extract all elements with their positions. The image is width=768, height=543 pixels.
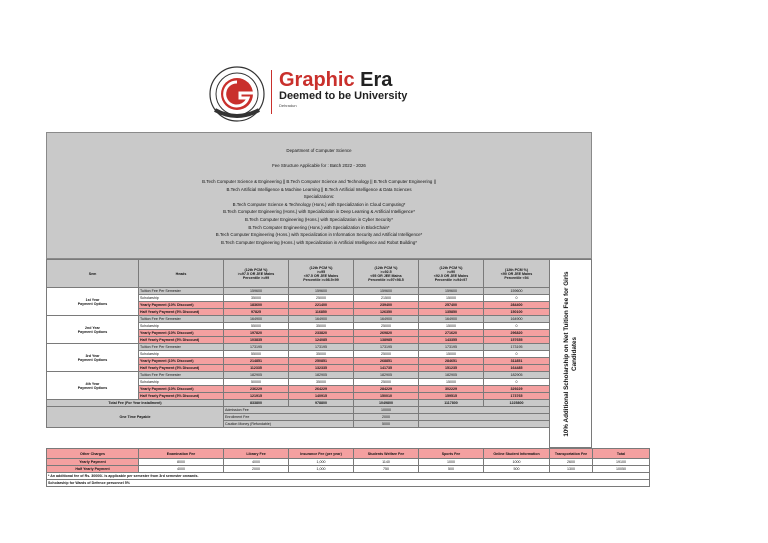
- cell-value: 8000: [139, 459, 224, 466]
- row-head: Yearly Payment (10% Discount): [139, 302, 224, 309]
- fee-value: 112335: [224, 365, 289, 372]
- batch-title: Fee Structure Applicable for : Batch 2022 - 2026: [272, 163, 366, 168]
- fee-value: 0: [484, 295, 550, 302]
- row-head: Tuition Fee Per Semester: [139, 316, 224, 323]
- fee-value: 182905: [354, 372, 419, 379]
- column-header: Insurance Fee (per year): [289, 449, 354, 459]
- fee-value: 126350: [354, 309, 419, 316]
- criteria-header: (12th PCM %) >=90 <92.5 OR JEE Mains Percentile >=94<97: [419, 260, 484, 288]
- fee-value: 268851: [354, 358, 419, 365]
- brand-subtitle: Deemed to be University: [279, 90, 408, 102]
- university-logo: [209, 66, 265, 122]
- row-head: Scholarship: [139, 351, 224, 358]
- one-time-item-value: 5000: [354, 421, 419, 428]
- cell-value: 750: [354, 466, 419, 473]
- fee-value: 159600: [289, 288, 354, 295]
- header-panel: [46, 132, 592, 259]
- fee-value: 173765: [484, 393, 550, 400]
- one-time-row: [47, 407, 550, 414]
- cell-value: 500: [419, 466, 484, 473]
- criteria-header: (12th PCM %) >=95 <97.5 OR JEE Mains Percentile >=98.5<99: [289, 260, 354, 288]
- fee-value: 182905: [224, 372, 289, 379]
- fee-value: 21500: [354, 295, 419, 302]
- row-head: Tuition Fee Per Semester: [139, 288, 224, 295]
- fee-value: 35000: [289, 323, 354, 330]
- fee-value: 311851: [484, 358, 550, 365]
- cell-value: 2600: [550, 459, 593, 466]
- fee-value: 116850: [289, 309, 354, 316]
- one-time-item-value: 2000: [354, 414, 419, 421]
- criteria-header: (12th PCM %) >=97.5 OR JEE Mains Percentile >=99: [224, 260, 289, 288]
- criteria-header: (12th PCM %) >=92.5 <95 OR JEE Mains Percentile >=97<98.5: [354, 260, 419, 288]
- fee-value: 103835: [224, 337, 289, 344]
- row-head: Yearly Payment (10% Discount): [139, 330, 224, 337]
- one-time-label: One Time Payable: [47, 407, 224, 428]
- fee-value: 257400: [419, 302, 484, 309]
- row-head: Yearly Payment (10% Discount): [139, 358, 224, 365]
- programs-line: B.Tech Artificial Intelligence & Machine Learning || B.Tech Artificial Intelligence & Data Sciences: [226, 186, 412, 192]
- cell-value: 1140: [354, 459, 419, 466]
- column-header: Students Welfare Fee: [354, 449, 419, 459]
- cell-value: 1000: [419, 459, 484, 466]
- fee-value: 164900: [224, 316, 289, 323]
- cell-value: 19100: [593, 459, 650, 466]
- fee-value: 35000: [289, 379, 354, 386]
- fee-value: 233820: [289, 330, 354, 337]
- girls-scholarship-note: [549, 259, 592, 448]
- fee-value: 159600: [419, 288, 484, 295]
- total-value: 833800: [224, 400, 289, 407]
- specialization-line: B.Tech Computer Engineering (Hons.) with Specialization in Artificial Intelligence and Robot Building*: [221, 239, 417, 245]
- cell-value: 10050: [593, 466, 650, 473]
- fee-value: 182905: [484, 372, 550, 379]
- side-note-text: 10% Additional Scholarship on Net Tuition Fee for Girls Candidates: [563, 271, 578, 437]
- footnote: Scholarship for Wards of Defence personnel 5%: [47, 480, 650, 487]
- fee-value: 182905: [289, 372, 354, 379]
- total-value: 1049800: [354, 400, 419, 407]
- fee-row: [47, 316, 550, 323]
- footnote-row: [47, 473, 650, 480]
- cell-value: 4000: [224, 459, 289, 466]
- fee-value: 15000: [419, 351, 484, 358]
- row-head: Half Yearly Payment (5% Discount): [139, 393, 224, 400]
- fee-value: 150010: [354, 393, 419, 400]
- fee-value: 50000: [224, 379, 289, 386]
- programs-line: B.Tech Computer Science & Engineering || B.Tech Computer Science and Technology || B.Tech Computer Engineering ||: [202, 179, 436, 184]
- cell-value: 2000: [224, 466, 289, 473]
- specialization-line: B.Tech Computer Engineering (Hons.) with Specialization in Cyber Security*: [245, 217, 393, 222]
- table-header-row: [47, 260, 550, 288]
- fee-value: 182905: [419, 372, 484, 379]
- column-header: Transportation Fee: [550, 449, 593, 459]
- fee-value: 25000: [354, 323, 419, 330]
- column-header: Library Fee: [224, 449, 289, 459]
- brand-city: Dehradun: [279, 103, 297, 108]
- fee-value: 138985: [354, 337, 419, 344]
- cell-value: 500: [484, 466, 550, 473]
- cell-value: 1,000: [289, 466, 354, 473]
- column-header: Sports Fee: [419, 449, 484, 459]
- year-label: 3rd Year Payment Options: [47, 344, 139, 372]
- fee-value: 15000: [419, 379, 484, 386]
- fee-value: 0: [484, 323, 550, 330]
- fee-value: 25000: [289, 295, 354, 302]
- row-label: Half Yearly Payment: [47, 466, 139, 473]
- fee-value: 55000: [224, 351, 289, 358]
- other-charges-header-row: [47, 449, 650, 459]
- fee-value: 25000: [354, 379, 419, 386]
- specializations-heading: Specializations:: [303, 194, 335, 200]
- fee-value: 55000: [224, 323, 289, 330]
- cell-value: 1,000: [289, 459, 354, 466]
- fee-value: 250851: [289, 358, 354, 365]
- footnote: * An additional fee of Rs. 30000/- is applicable per semester from 3rd semester onwards.: [47, 473, 650, 480]
- row-head: Scholarship: [139, 295, 224, 302]
- fee-value: 164900: [484, 316, 550, 323]
- footnote-row: [47, 480, 650, 487]
- fee-value: 159600: [484, 288, 550, 295]
- fee-value: 124085: [289, 337, 354, 344]
- fee-value: 121915: [224, 393, 289, 400]
- fee-value: 157655: [484, 337, 550, 344]
- fee-row: [47, 344, 550, 351]
- sem-header: Sem: [47, 260, 139, 288]
- brand-block: [271, 70, 407, 114]
- department-title: Department of Computer Science: [286, 148, 352, 153]
- fee-value: 239400: [354, 302, 419, 309]
- column-header: Examination Fee: [139, 449, 224, 459]
- fee-value: 164900: [419, 316, 484, 323]
- column-header: Online Student Information: [484, 449, 550, 459]
- one-time-item-name: Caution Money (Refundable): [224, 421, 354, 428]
- fee-value: 173195: [289, 344, 354, 351]
- brand-name: Graphic Era: [279, 69, 393, 91]
- fee-value: 143355: [419, 337, 484, 344]
- fee-value: 164900: [289, 316, 354, 323]
- fee-value: 151235: [419, 365, 484, 372]
- fee-value: 183600: [224, 302, 289, 309]
- fee-value: 329229: [484, 386, 550, 393]
- fee-value: 25000: [354, 351, 419, 358]
- fee-value: 271620: [419, 330, 484, 337]
- row-head: Yearly Payment (10% Discount): [139, 386, 224, 393]
- fee-value: 173195: [224, 344, 289, 351]
- specialization-line: B.Tech Computer Science & Technology (Hons.) with Specialization in Cloud Computing*: [232, 201, 406, 207]
- fee-value: 284651: [419, 358, 484, 365]
- fee-value: 197820: [224, 330, 289, 337]
- table-row: [47, 466, 650, 473]
- cell-value: 1300: [550, 466, 593, 473]
- year-label: 4th Year Payment Options: [47, 372, 139, 400]
- fee-value: 35000: [224, 295, 289, 302]
- column-header: Total: [593, 449, 650, 459]
- fee-value: 159600: [224, 288, 289, 295]
- fee-value: 150100: [484, 309, 550, 316]
- fee-value: 221400: [289, 302, 354, 309]
- fee-value: 132335: [289, 365, 354, 372]
- fee-value: 97825: [224, 309, 289, 316]
- row-head: Scholarship: [139, 323, 224, 330]
- fee-value: 296820: [484, 330, 550, 337]
- criteria-header: (12th PCM %) <90 OR JEE Mains Percentile <94: [484, 260, 550, 288]
- specialization-line: B.Tech Computer Engineering (Hons.) with Specialization in BlockChain*: [248, 224, 390, 230]
- total-value: 1117800: [419, 400, 484, 407]
- fee-value: 35000: [289, 351, 354, 358]
- cell-value: 1000: [484, 459, 550, 466]
- table-row: [47, 459, 650, 466]
- row-head: Scholarship: [139, 379, 224, 386]
- total-value: 1225800: [484, 400, 550, 407]
- fee-value: 0: [484, 379, 550, 386]
- fee-value: 164900: [354, 316, 419, 323]
- one-time-item-value: 10000: [354, 407, 419, 414]
- fee-value: 140915: [289, 393, 354, 400]
- fee-row: [47, 288, 550, 295]
- fee-value: 302229: [419, 386, 484, 393]
- year-rows: [47, 288, 550, 400]
- year-label: 2nd Year Payment Options: [47, 316, 139, 344]
- row-head: Half Yearly Payment (5% Discount): [139, 309, 224, 316]
- one-time-item-name: Admission Fee: [224, 407, 354, 414]
- row-label: Yearly Payment: [47, 459, 139, 466]
- total-row: [47, 400, 550, 407]
- fee-value: 164485: [484, 365, 550, 372]
- fee-row: [47, 372, 550, 379]
- total-label: Total Fee (For Year Installment): [47, 400, 224, 407]
- fee-value: 141735: [354, 365, 419, 372]
- fee-value: 173195: [354, 344, 419, 351]
- fee-table: [46, 259, 550, 428]
- fee-value: 159515: [419, 393, 484, 400]
- cell-value: 4000: [139, 466, 224, 473]
- specialization-line: B.Tech Computer Engineering (Hons.) with Specialization in Information Security and Artificial Intelligence*: [215, 232, 423, 238]
- fee-value: 264229: [289, 386, 354, 393]
- fee-value: 135850: [419, 309, 484, 316]
- row-head: Tuition Fee Per Semester: [139, 372, 224, 379]
- fee-value: 0: [484, 351, 550, 358]
- fee-value: 284229: [354, 386, 419, 393]
- fee-value: 159600: [354, 288, 419, 295]
- fee-value: 214851: [224, 358, 289, 365]
- fee-value: 236229: [224, 386, 289, 393]
- other-charges-table: [46, 448, 650, 487]
- row-head: Half Yearly Payment (5% Discount): [139, 337, 224, 344]
- fee-value: 15000: [419, 323, 484, 330]
- fee-value: 173195: [419, 344, 484, 351]
- column-header: Other Charges: [47, 449, 139, 459]
- fee-value: 15000: [419, 295, 484, 302]
- heads-header: Heads: [139, 260, 224, 288]
- fee-value: 173195: [484, 344, 550, 351]
- total-value: 978800: [289, 400, 354, 407]
- fee-value: 269820: [354, 330, 419, 337]
- year-label: 1st Year Payment Options: [47, 288, 139, 316]
- one-time-item-name: Enrollment Fee: [224, 414, 354, 421]
- specialization-line: B.Tech Computer Engineering (Hons.) with Specialization in Deep Learning & Artificial Intelligence*: [223, 209, 415, 215]
- fee-value: 284400: [484, 302, 550, 309]
- row-head: Tuition Fee Per Semester: [139, 344, 224, 351]
- row-head: Half Yearly Payment (5% Discount): [139, 365, 224, 372]
